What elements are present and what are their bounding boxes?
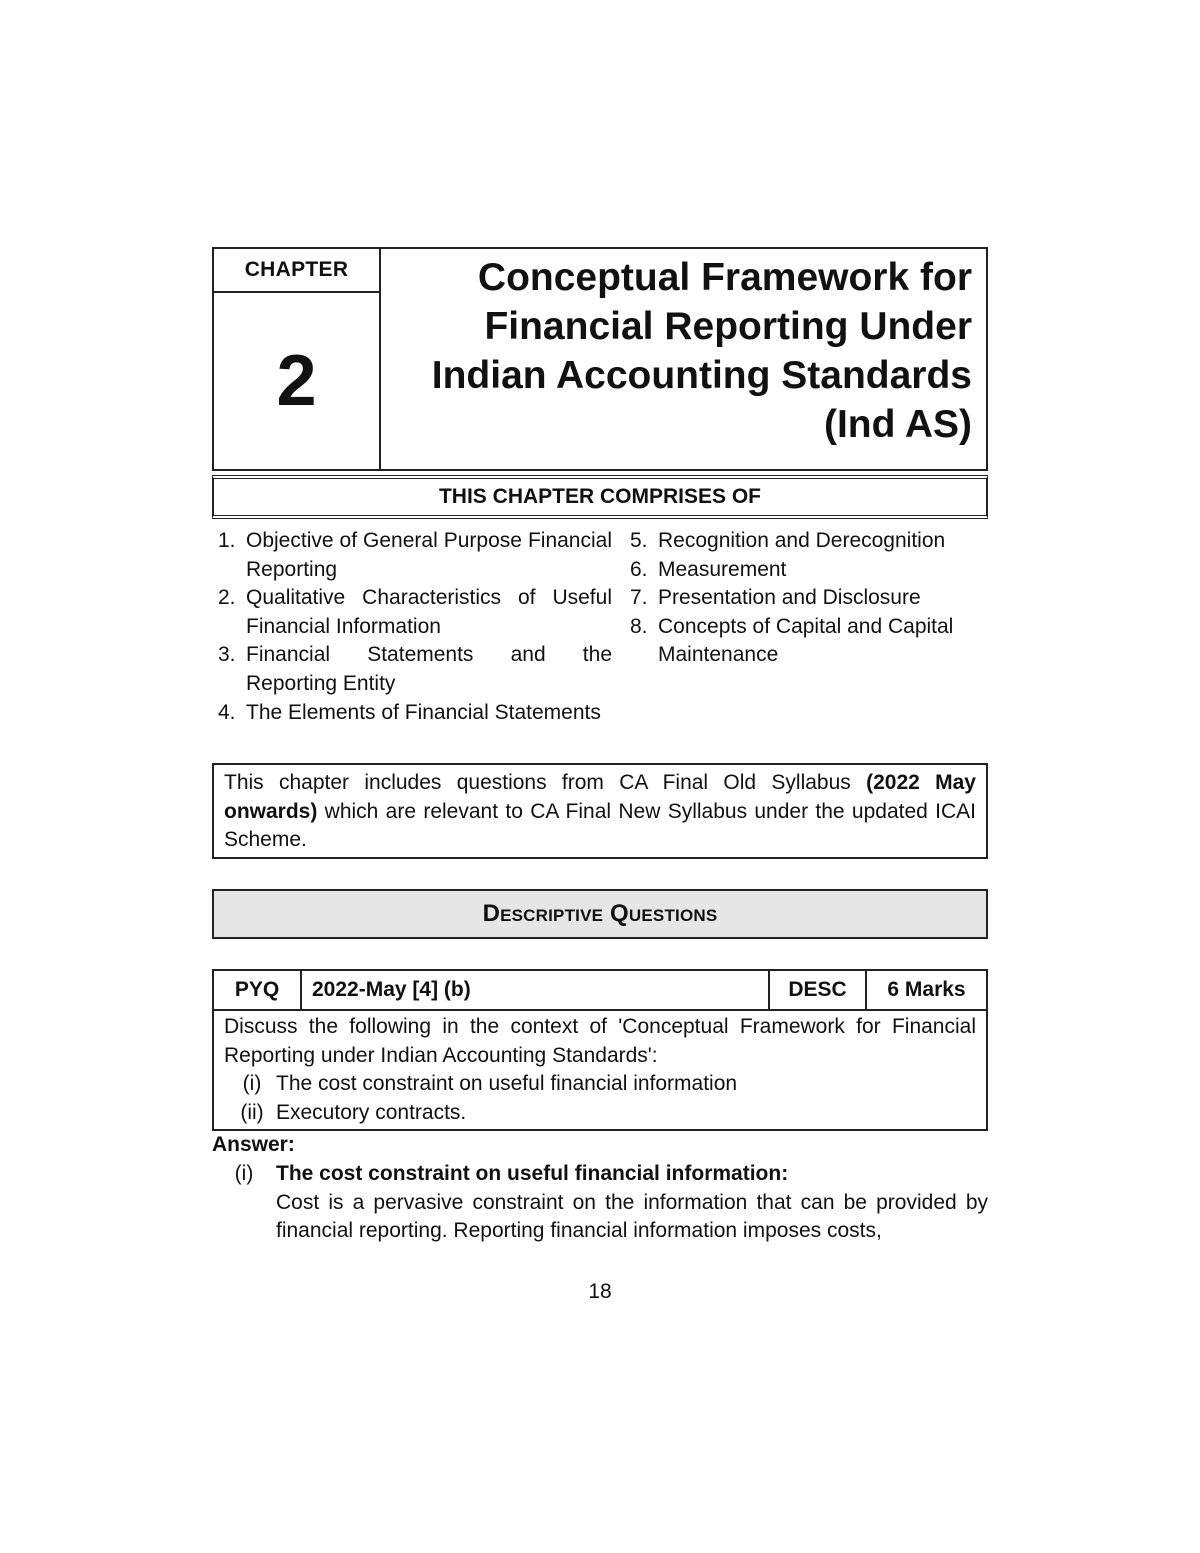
question-type: DESC bbox=[770, 971, 867, 1009]
answer-item-heading: The cost constraint on useful financial information: bbox=[276, 1161, 789, 1185]
question-marks: 6 Marks bbox=[887, 977, 966, 1001]
chapter-title bbox=[381, 249, 986, 469]
topic-text: Measurement bbox=[658, 557, 787, 581]
answer-section bbox=[212, 1131, 988, 1245]
topic-number: 7. bbox=[630, 586, 648, 610]
question-tag: PYQ bbox=[214, 971, 302, 1009]
question-box bbox=[212, 969, 988, 1131]
subpart-text: The cost constraint on useful financial information bbox=[276, 1072, 738, 1096]
topic-item bbox=[212, 584, 612, 641]
topic-text: Financial Statements and the Reporting Entity bbox=[246, 643, 612, 695]
question-subpart bbox=[224, 1070, 976, 1099]
chapter-title-line: Indian Accounting Standards bbox=[431, 354, 972, 397]
topic-number: 8. bbox=[630, 614, 648, 638]
section-heading: Descriptive Questions bbox=[212, 889, 988, 939]
answer-label: Answer: bbox=[212, 1133, 295, 1157]
subpart-number: (ii) bbox=[240, 1100, 264, 1124]
note-text: which are relevant to CA Final New Syllabus under the updated ICAI Scheme. bbox=[224, 799, 976, 852]
topic-item bbox=[624, 527, 988, 556]
page-content bbox=[212, 247, 988, 1246]
topic-text: Presentation and Disclosure bbox=[658, 586, 921, 610]
question-subpart bbox=[224, 1099, 976, 1128]
topic-number: 1. bbox=[218, 529, 236, 552]
topic-text: Qualitative Characteristics of Useful Financial Information bbox=[246, 586, 612, 638]
topic-item bbox=[212, 699, 612, 728]
chapter-title-line: Financial Reporting Under bbox=[484, 305, 972, 348]
topic-text: Objective of General Purpose Financial Reporting bbox=[246, 529, 612, 581]
topic-text: Concepts of Capital and Capital Maintenance bbox=[658, 614, 954, 667]
subpart-text: Executory contracts. bbox=[276, 1100, 467, 1124]
topic-text: The Elements of Financial Statements bbox=[246, 700, 601, 724]
chapter-title-line: (Ind AS) bbox=[823, 403, 972, 446]
topic-item bbox=[624, 584, 988, 613]
chapter-number: 2 bbox=[276, 341, 317, 421]
chapter-header bbox=[212, 247, 988, 471]
question-reference: 2022-May [4] (b) bbox=[302, 971, 770, 1009]
question-header bbox=[214, 971, 986, 1011]
topics-list bbox=[212, 527, 988, 727]
topics-column-right bbox=[612, 527, 988, 727]
chapter-label: CHAPTER bbox=[214, 249, 379, 293]
answer-item-body bbox=[276, 1160, 988, 1246]
question-subparts bbox=[224, 1070, 976, 1127]
comprises-heading: THIS CHAPTER COMPRISES OF bbox=[212, 475, 988, 519]
topic-number: 2. bbox=[218, 586, 236, 610]
answer-item-text: Cost is a pervasive constraint on the information that can be provided by financial reporting. Reporting financial information imposes costs, bbox=[276, 1190, 988, 1243]
topic-item bbox=[624, 556, 988, 585]
question-body bbox=[214, 1011, 986, 1129]
topic-number: 3. bbox=[218, 643, 236, 667]
page-number: 18 bbox=[588, 1280, 612, 1303]
topic-item bbox=[212, 527, 612, 584]
topic-number: 5. bbox=[630, 529, 648, 552]
question-text: Discuss the following in the context of 'Conceptual Framework for Financial Reporting under Indian Accounting Standards': bbox=[224, 1014, 976, 1067]
note-bold-text: (2022 May onwards) bbox=[224, 771, 976, 823]
topic-item bbox=[212, 641, 612, 698]
syllabus-note bbox=[212, 763, 988, 859]
note-text: This chapter includes questions from CA Final Old Syllabus bbox=[224, 771, 867, 795]
topic-number: 6. bbox=[630, 557, 648, 581]
chapter-title-line: Conceptual Framework for bbox=[477, 256, 972, 299]
topic-number: 4. bbox=[218, 700, 236, 724]
answer-item-number: (i) bbox=[234, 1161, 254, 1185]
topic-item bbox=[624, 613, 988, 670]
topic-text: Recognition and Derecognition bbox=[658, 529, 946, 552]
chapter-number-panel bbox=[214, 249, 381, 469]
answer-item bbox=[212, 1160, 988, 1246]
subpart-number: (i) bbox=[242, 1072, 262, 1096]
topics-column-left bbox=[212, 527, 612, 727]
